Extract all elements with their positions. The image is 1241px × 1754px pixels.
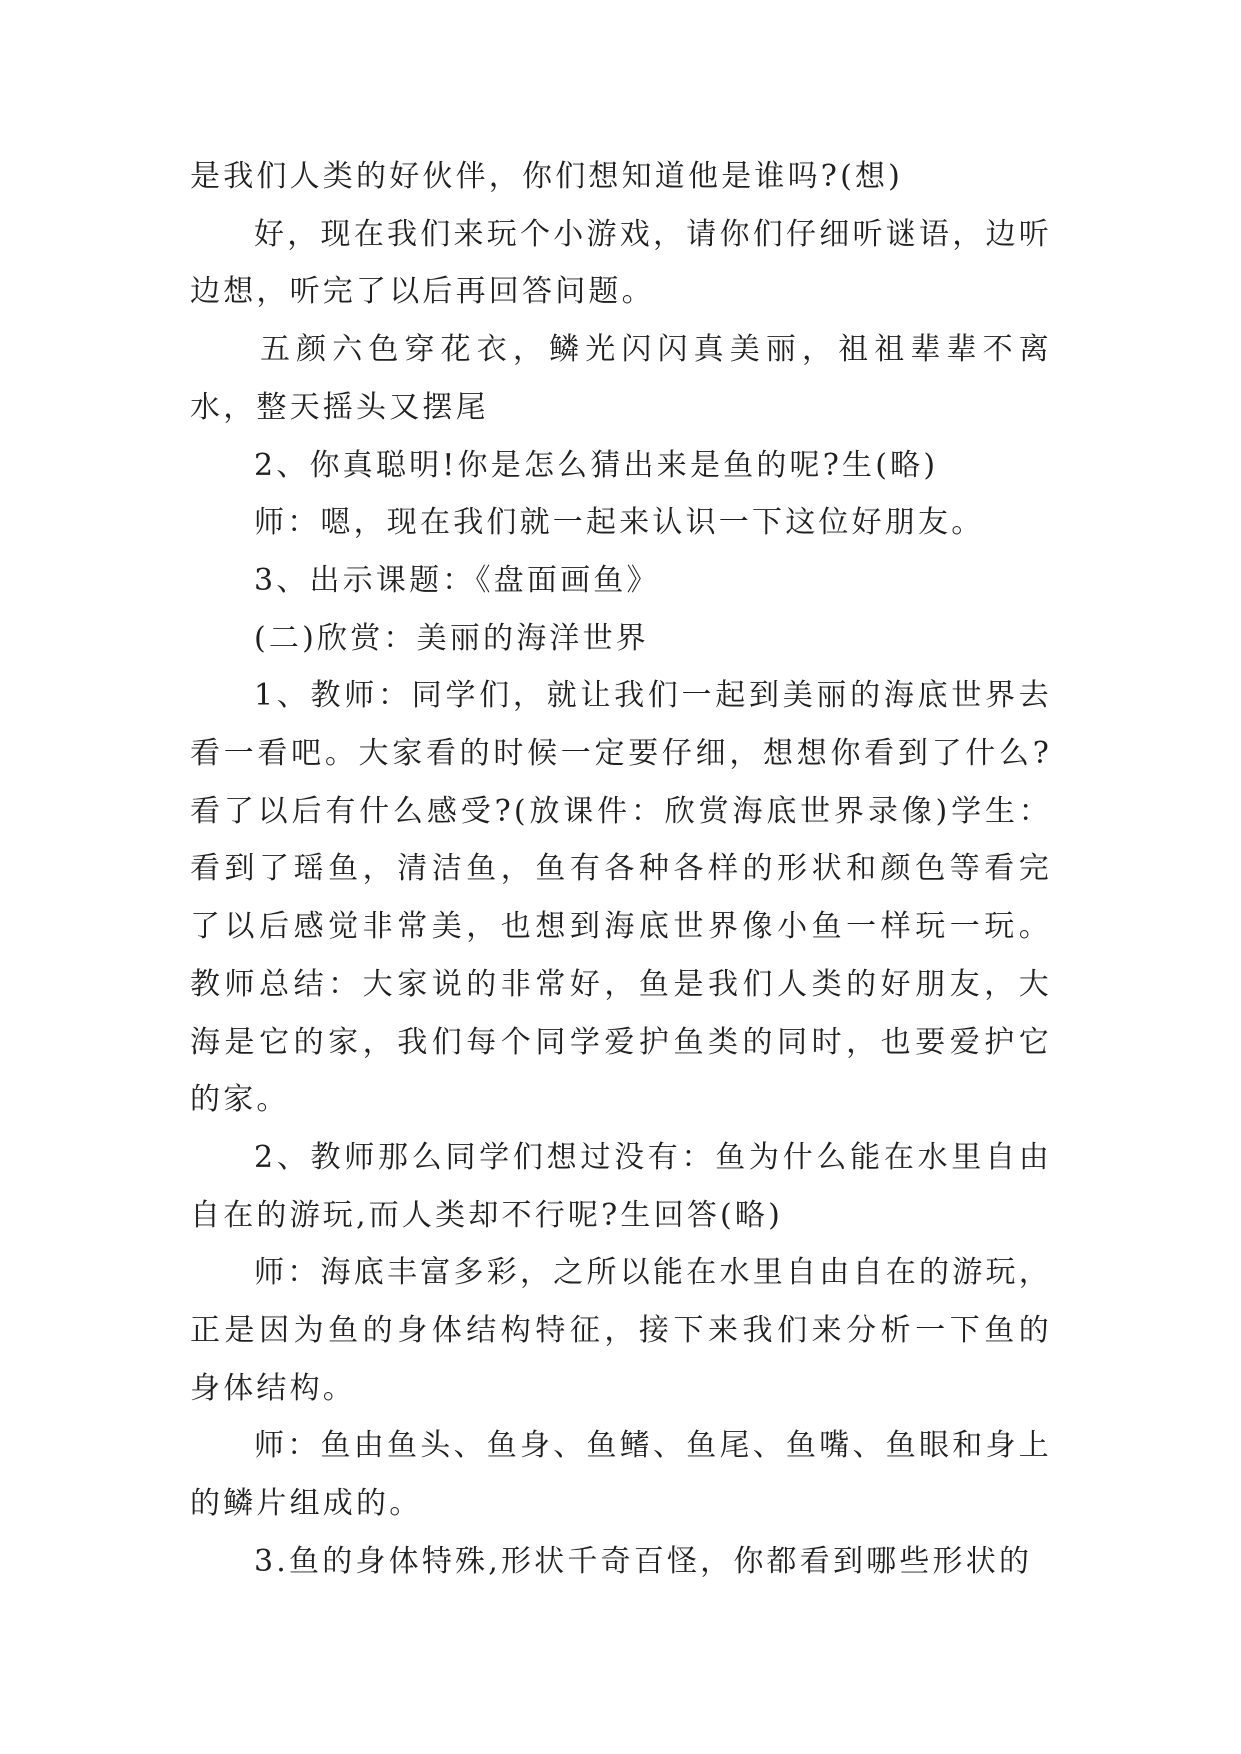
paragraph-guess-question: 2、你真聪明!你是怎么猜出来是鱼的呢?生(略) xyxy=(254,447,939,483)
paragraph-ocean-world: 1、教师：同学们，就让我们一起到美丽的海底世界去看一看吧。大家看的时候一定要仔细，想想你看到了什么?看了以后有什么感受?(放课件：欣赏海底世界录像)学生：看到了瑶鱼，清洁鱼，鱼有各种各样的形状和颜色等看完了以后感觉非常美，也想到海底世界像小鱼一样玩一玩。教师总结：大家说的非常好，鱼是我们人类的好朋友，大海是它的家，我们每个同学爱护鱼类的同时，也要爱护它的家。 xyxy=(190,678,1052,1118)
paragraph-fish-parts: 师：鱼由鱼头、鱼身、鱼鳍、鱼尾、鱼嘴、鱼眼和身上的鳞片组成的。 xyxy=(190,1428,1052,1522)
document-body xyxy=(190,148,1052,1591)
paragraph-riddle: 五颜六色穿花衣，鳞光闪闪真美丽，祖祖辈辈不离水，整天摇头又摆尾 xyxy=(190,332,1052,425)
paragraph-game-intro: 好，现在我们来玩个小游戏，请你们仔细听谜语，边听边想，听完了以后再回答问题。 xyxy=(190,216,1052,310)
paragraph-continuation: 是我们人类的好伙伴，你们想知道他是谁吗?(想) xyxy=(190,159,904,194)
paragraph-body-structure: 师：海底丰富多彩，之所以能在水里自由自在的游玩，正是因为鱼的身体结构特征，接下来我们来分析一下鱼的身体结构。 xyxy=(190,1255,1052,1406)
paragraph-fish-shapes: 3.鱼的身体特殊,形状千奇百怪，你都看到哪些形状的 xyxy=(254,1543,1033,1579)
paragraph-fish-swim-question: 2、教师那么同学们想过没有：鱼为什么能在水里自由自在的游玩,而人类却不行呢?生回答(略) xyxy=(190,1139,1052,1233)
section-heading-appreciation: (二)欣赏：美丽的海洋世界 xyxy=(254,620,650,656)
paragraph-lesson-title: 3、出示课题：《盘面画鱼》 xyxy=(254,562,660,598)
paragraph-teacher-intro: 师：嗯，现在我们就一起来认识一下这位好朋友。 xyxy=(254,505,985,541)
